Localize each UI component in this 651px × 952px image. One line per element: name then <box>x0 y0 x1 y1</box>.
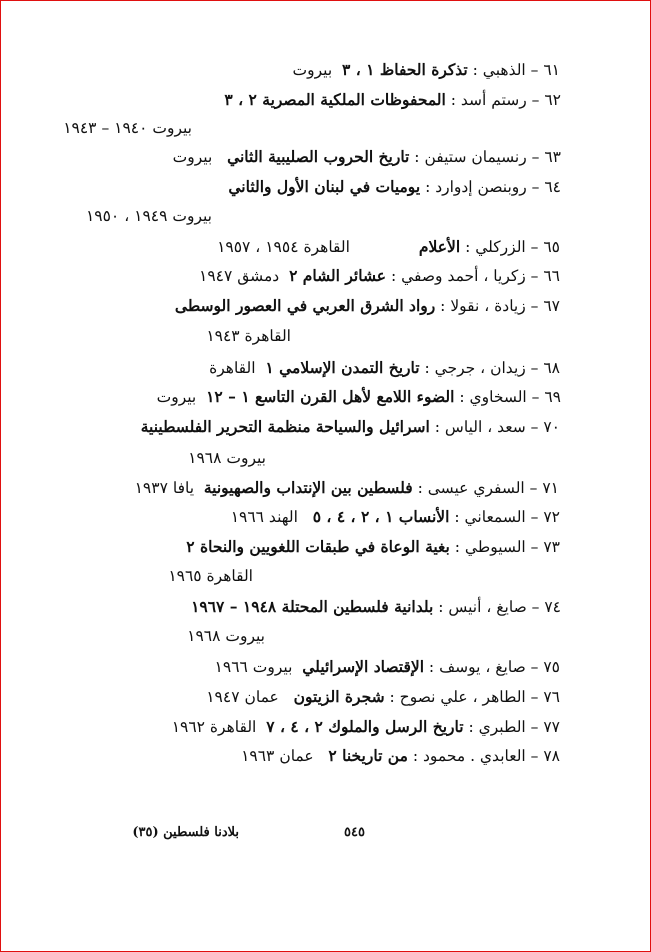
reference-publication: بيروت <box>292 61 343 79</box>
reference-publication: بيروت ١٩٤٠ – ١٩٤٣ <box>63 119 192 137</box>
reference-publication: القاهرة ١٩٦٢ <box>171 718 267 736</box>
reference-author: ٦٢ – رستم أسد : <box>445 91 561 109</box>
reference-author: ٧٠ – سعد ، الياس : <box>429 418 560 436</box>
reference-line <box>157 386 561 408</box>
reference-publication: بيروت <box>156 388 207 406</box>
reference-line <box>228 176 561 198</box>
reference-line <box>206 325 291 347</box>
reference-line <box>186 536 560 558</box>
reference-title: تذكرة الحفاظ ١ ، ٣ <box>342 60 468 79</box>
reference-author: ٧١ – السفري عيسى : <box>412 479 559 497</box>
reference-line <box>209 357 560 379</box>
reference-line <box>187 625 265 647</box>
reference-line <box>217 236 560 258</box>
page-number: ٥٤٥ <box>344 825 365 840</box>
reference-line <box>86 205 212 227</box>
reference-publication: بيروت ١٩٤٩ ، ١٩٥٠ <box>85 207 212 225</box>
reference-author: ٧٣ – السيوطي : <box>449 538 560 556</box>
reference-title: اسرائيل والسياحة منظمة التحرير الفلسطينية <box>140 417 430 436</box>
reference-title: تاريخ التمدن الإسلامي ١ <box>265 358 420 377</box>
reference-publication: القاهرة <box>209 359 266 377</box>
reference-publication: القاهرة ١٩٥٤ ، ١٩٥٧ <box>217 238 419 256</box>
reference-title: الأنساب ١ ، ٢ ، ٤ ، ٥ <box>312 507 450 526</box>
reference-publication: بيروت ١٩٦٨ <box>187 627 265 645</box>
reference-publication: بيروت ١٩٦٨ <box>188 449 266 467</box>
reference-line <box>173 146 561 168</box>
reference-title: تاريخ الرسل والملوك ٢ ، ٤ ، ٧ <box>266 717 464 736</box>
reference-line <box>199 265 560 287</box>
reference-author: ٧٧ – الطبري : <box>463 718 560 736</box>
reference-title: فلسطين بين الإنتداب والصهيونية <box>203 478 413 497</box>
reference-title: تاريخ الحروب الصليبية الثاني <box>227 147 410 166</box>
reference-line <box>175 295 560 317</box>
book-title: بلادنا فلسطين (٣٥) <box>132 825 239 840</box>
reference-title: بلدانية فلسطين المحتلة ١٩٤٨ – ١٩٦٧ <box>191 597 434 616</box>
reference-line <box>206 686 560 708</box>
reference-line <box>231 506 560 528</box>
reference-author: ٧٢ – السمعاني : <box>449 508 560 526</box>
reference-author: ٧٨ – العابدي . محمود : <box>407 747 560 765</box>
reference-author: ٦٥ – الزركلي : <box>460 238 560 256</box>
reference-author: ٦١ – الذهبي : <box>467 61 560 79</box>
reference-line <box>224 89 561 111</box>
reference-line <box>293 59 560 81</box>
reference-line <box>135 477 559 499</box>
reference-title: الأعلام <box>418 237 461 256</box>
reference-publication: بيروت <box>172 148 228 166</box>
reference-line <box>188 447 266 469</box>
reference-author: ٦٩ – السخاوي : <box>454 388 561 406</box>
reference-line <box>168 565 253 587</box>
reference-title: من تاريخنا ٢ <box>328 746 408 765</box>
reference-publication: دمشق ١٩٤٧ <box>199 267 290 285</box>
reference-title: المحفوظات الملكية المصرية ٢ ، ٣ <box>224 90 446 109</box>
reference-publication: بيروت ١٩٦٦ <box>214 658 303 676</box>
reference-publication: القاهرة ١٩٤٣ <box>206 327 291 345</box>
reference-publication: عمان ١٩٤٧ <box>206 688 294 706</box>
reference-title: عشائر الشام ٢ <box>289 266 387 285</box>
reference-author: ٧٦ – الطاهر ، علي نصوح : <box>384 688 560 706</box>
reference-author: ٦٣ – رنسيمان ستيفن : <box>409 148 561 166</box>
reference-title: الإقتصاد الإسرائيلي <box>302 657 424 676</box>
reference-title: يوميات في لبنان الأول والثاني <box>228 177 421 196</box>
reference-title: الضوء اللامع لأهل القرن التاسع ١ – ١٢ <box>206 387 455 406</box>
reference-title: بغية الوعاة في طبقات اللغويين والنحاة ٢ <box>186 537 450 556</box>
reference-author: ٦٦ – زكريا ، أحمد وصفي : <box>386 267 560 285</box>
reference-title: شجرة الزيتون <box>293 687 385 706</box>
reference-author: ٦٨ – زيدان ، جرجي : <box>419 359 560 377</box>
reference-publication: عمان ١٩٦٣ <box>241 747 329 765</box>
reference-line <box>141 416 560 438</box>
reference-publication: يافا ١٩٣٧ <box>134 479 204 497</box>
reference-title: رواد الشرق العربي في العصور الوسطى <box>174 296 436 315</box>
reference-author: ٦٤ – روبنصن إدوارد : <box>420 178 561 196</box>
reference-author: ٧٥ – صايغ ، يوسف : <box>424 658 560 676</box>
reference-line <box>172 716 560 738</box>
reference-author: ٧٤ – صايغ ، أنيس : <box>433 598 561 616</box>
reference-line <box>63 117 192 139</box>
reference-author: ٦٧ – زيادة ، نقولا : <box>435 297 560 315</box>
reference-publication: القاهرة ١٩٦٥ <box>168 567 253 585</box>
reference-line <box>215 656 560 678</box>
reference-line <box>191 596 561 618</box>
reference-line <box>241 745 560 767</box>
reference-publication: الهند ١٩٦٦ <box>230 508 313 526</box>
